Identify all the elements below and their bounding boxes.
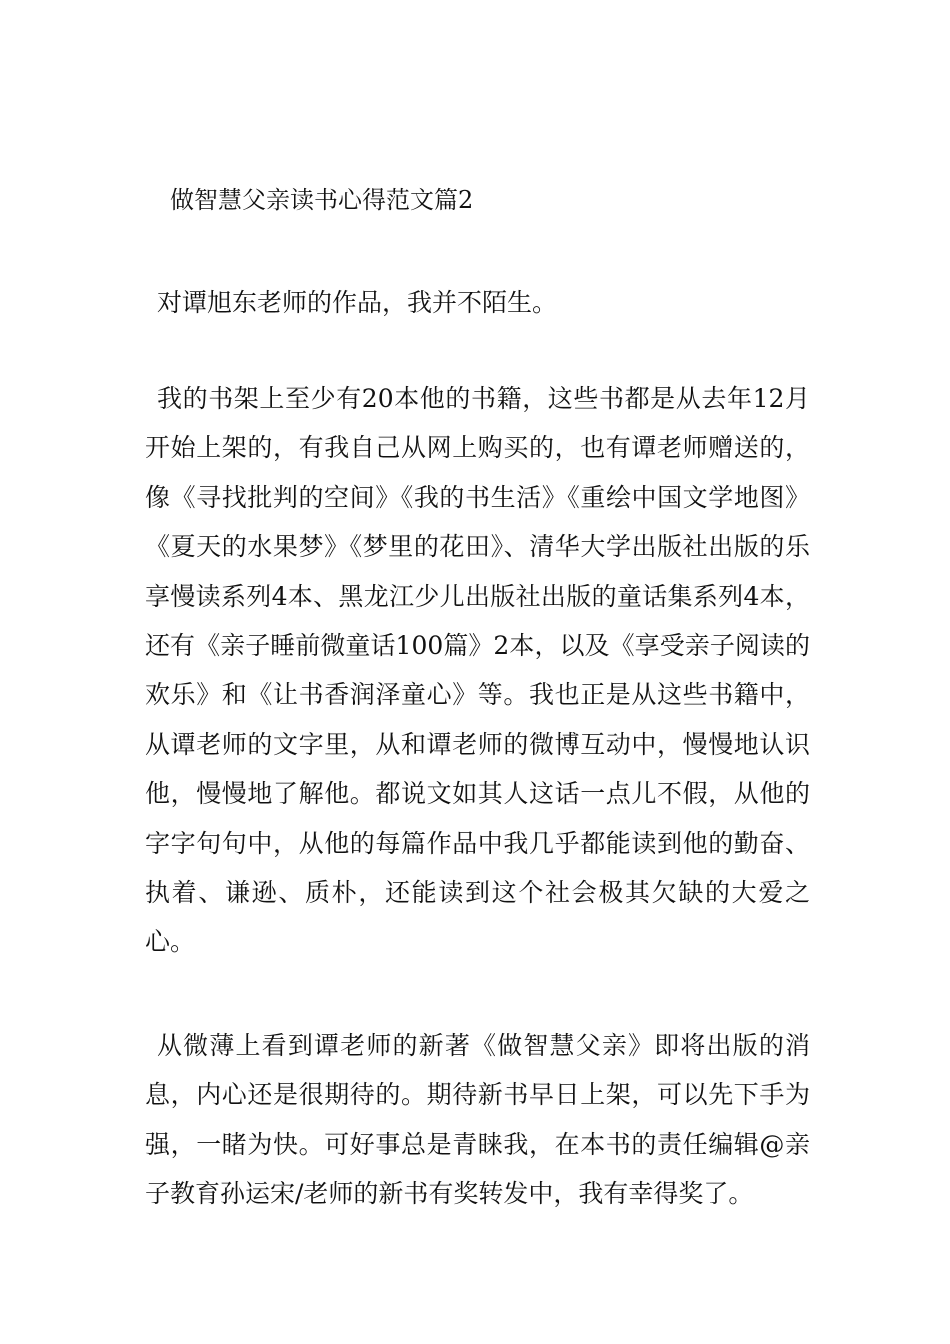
paragraph-new-book: 从微薄上看到谭老师的新著《做智慧父亲》即将出版的消息，内心还是很期待的。期待新书早日上架，可以先下手为强，一睹为快。可好事总是青睐我，在本书的责任编辑@亲子教育孙运宋/老师的新书有奖转发中，我有幸得奖了。 <box>145 1031 810 1209</box>
document-title: 做智慧父亲读书心得范文篇2 <box>170 186 474 214</box>
paragraph-bookshelf: 我的书架上至少有20本他的书籍，这些书都是从去年12月开始上架的，有我自己从网上购买的，也有谭老师赠送的，像《寻找批判的空间》《我的书生活》《重绘中国文学地图》《夏天的水果梦》《梦里的花田》、清华大学出版社出版的乐享慢读系列4本、黑龙江少儿出版社出版的童话集系列4本，还有《亲子睡前微童话100篇》2本，以及《享受亲子阅读的欢乐》和《让书香润泽童心》等。我也正是从这些书籍中，从谭老师的文字里，从和谭老师的微博互动中，慢慢地认识他，慢慢地了解他。都说文如其人这话一点儿不假，从他的字字句句中，从他的每篇作品中我几乎都能读到他的勤奋、执着、谦逊、质朴，还能读到这个社会极其欠缺的大爱之心。 <box>145 384 810 957</box>
paragraph-intro: 对谭旭东老师的作品，我并不陌生。 <box>157 288 558 317</box>
